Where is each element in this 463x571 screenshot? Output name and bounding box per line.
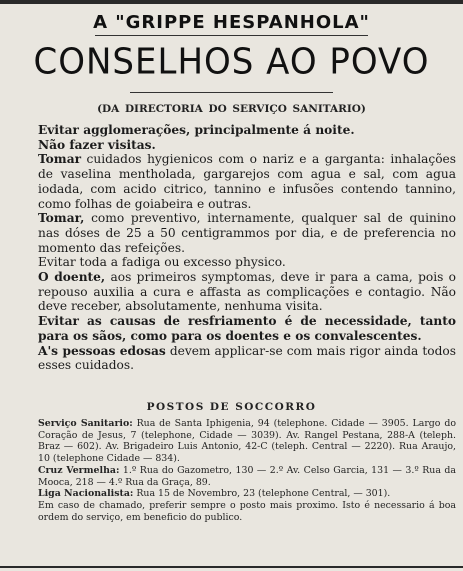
advice-paragraph: Tomar cuidados hygienicos com o nariz e a garganta: inhalações de vaselina mentholada, gargarejos com agua e sal, com agua iodada, com acido citrico, tannino e infusões contendo tannino, como folhas de goiabeira e outras. (38, 152, 456, 211)
posto-entry: Cruz Vermelha: 1.º Rua do Gazometro, 130 — 2.º Av. Celso Garcia, 131 — 3.º Rua da Mooca, 218 — 4.º Rua da Graça, 89. (38, 464, 457, 488)
advice-paragraph: Tomar, como preventivo, internamente, qualquer sal de quinino nas dóses de 25 a 50 centigrammos por dia, e de preferencia no momento das refeições. (38, 211, 456, 255)
divider-rule (130, 92, 333, 93)
top-border-rule (0, 0, 463, 4)
advice-paragraph: A's pessoas edosas devem applicar-se com mais rigor ainda todos esses cuidados. (38, 343, 456, 373)
bottom-border-rule (0, 566, 463, 568)
kicker-title: A "GRIPPE HESPANHOLA" (93, 12, 370, 33)
posto-entry: Serviço Sanitario: Rua de Santa Iphigenia, 94 (telephone. Cidade — 3905. Largo do Coração de Jesus, 7 (telephone, Cidade — 3039). Av. Rangel Pestana, 288-A (teleph. Braz — 602). Av. Brigadeiro Luis Antonio, 42-C (teleph. Central — 2220). Rua Araujo, 10 (telephone Cidade — 834). (38, 418, 456, 465)
advice-paragraph: Evitar as causas de resfriamento é de necessidade, tanto para os sãos, como para os doentes e os convalescentes. (38, 314, 456, 343)
divider-rule (95, 35, 368, 36)
section-title-postos: POSTOS DE SOCCORRO (146, 401, 317, 413)
page-title: CONSELHOS AO POVO (33, 41, 430, 83)
advice-paragraph: Evitar agglomerações, principalmente á noite. (38, 123, 355, 137)
posto-note: Em caso de chamado, preferir sempre o posto mais proximo. Isto é necessario á boa ordem do serviço, em beneficio do publico. (38, 499, 456, 523)
postos-list (38, 418, 456, 523)
advice-list (38, 123, 456, 373)
advice-paragraph: O doente, aos primeiros symptomas, deve ir para a cama, pois o repouso auxilia a cura e affasta as complicações e contagio. Não deve receber, absolutamente, nenhuma visita. (38, 270, 456, 314)
source-line: (DA DIRECTORIA DO SERVIÇO SANITARIO) (97, 103, 366, 115)
advice-paragraph: Não fazer visitas. (38, 137, 156, 152)
posto-entry: Liga Nacionalista: Rua 15 de Novembro, 23 (telephone Central, — 301). (38, 488, 391, 500)
advice-paragraph: Evitar toda a fadiga ou excesso physico. (38, 255, 286, 270)
